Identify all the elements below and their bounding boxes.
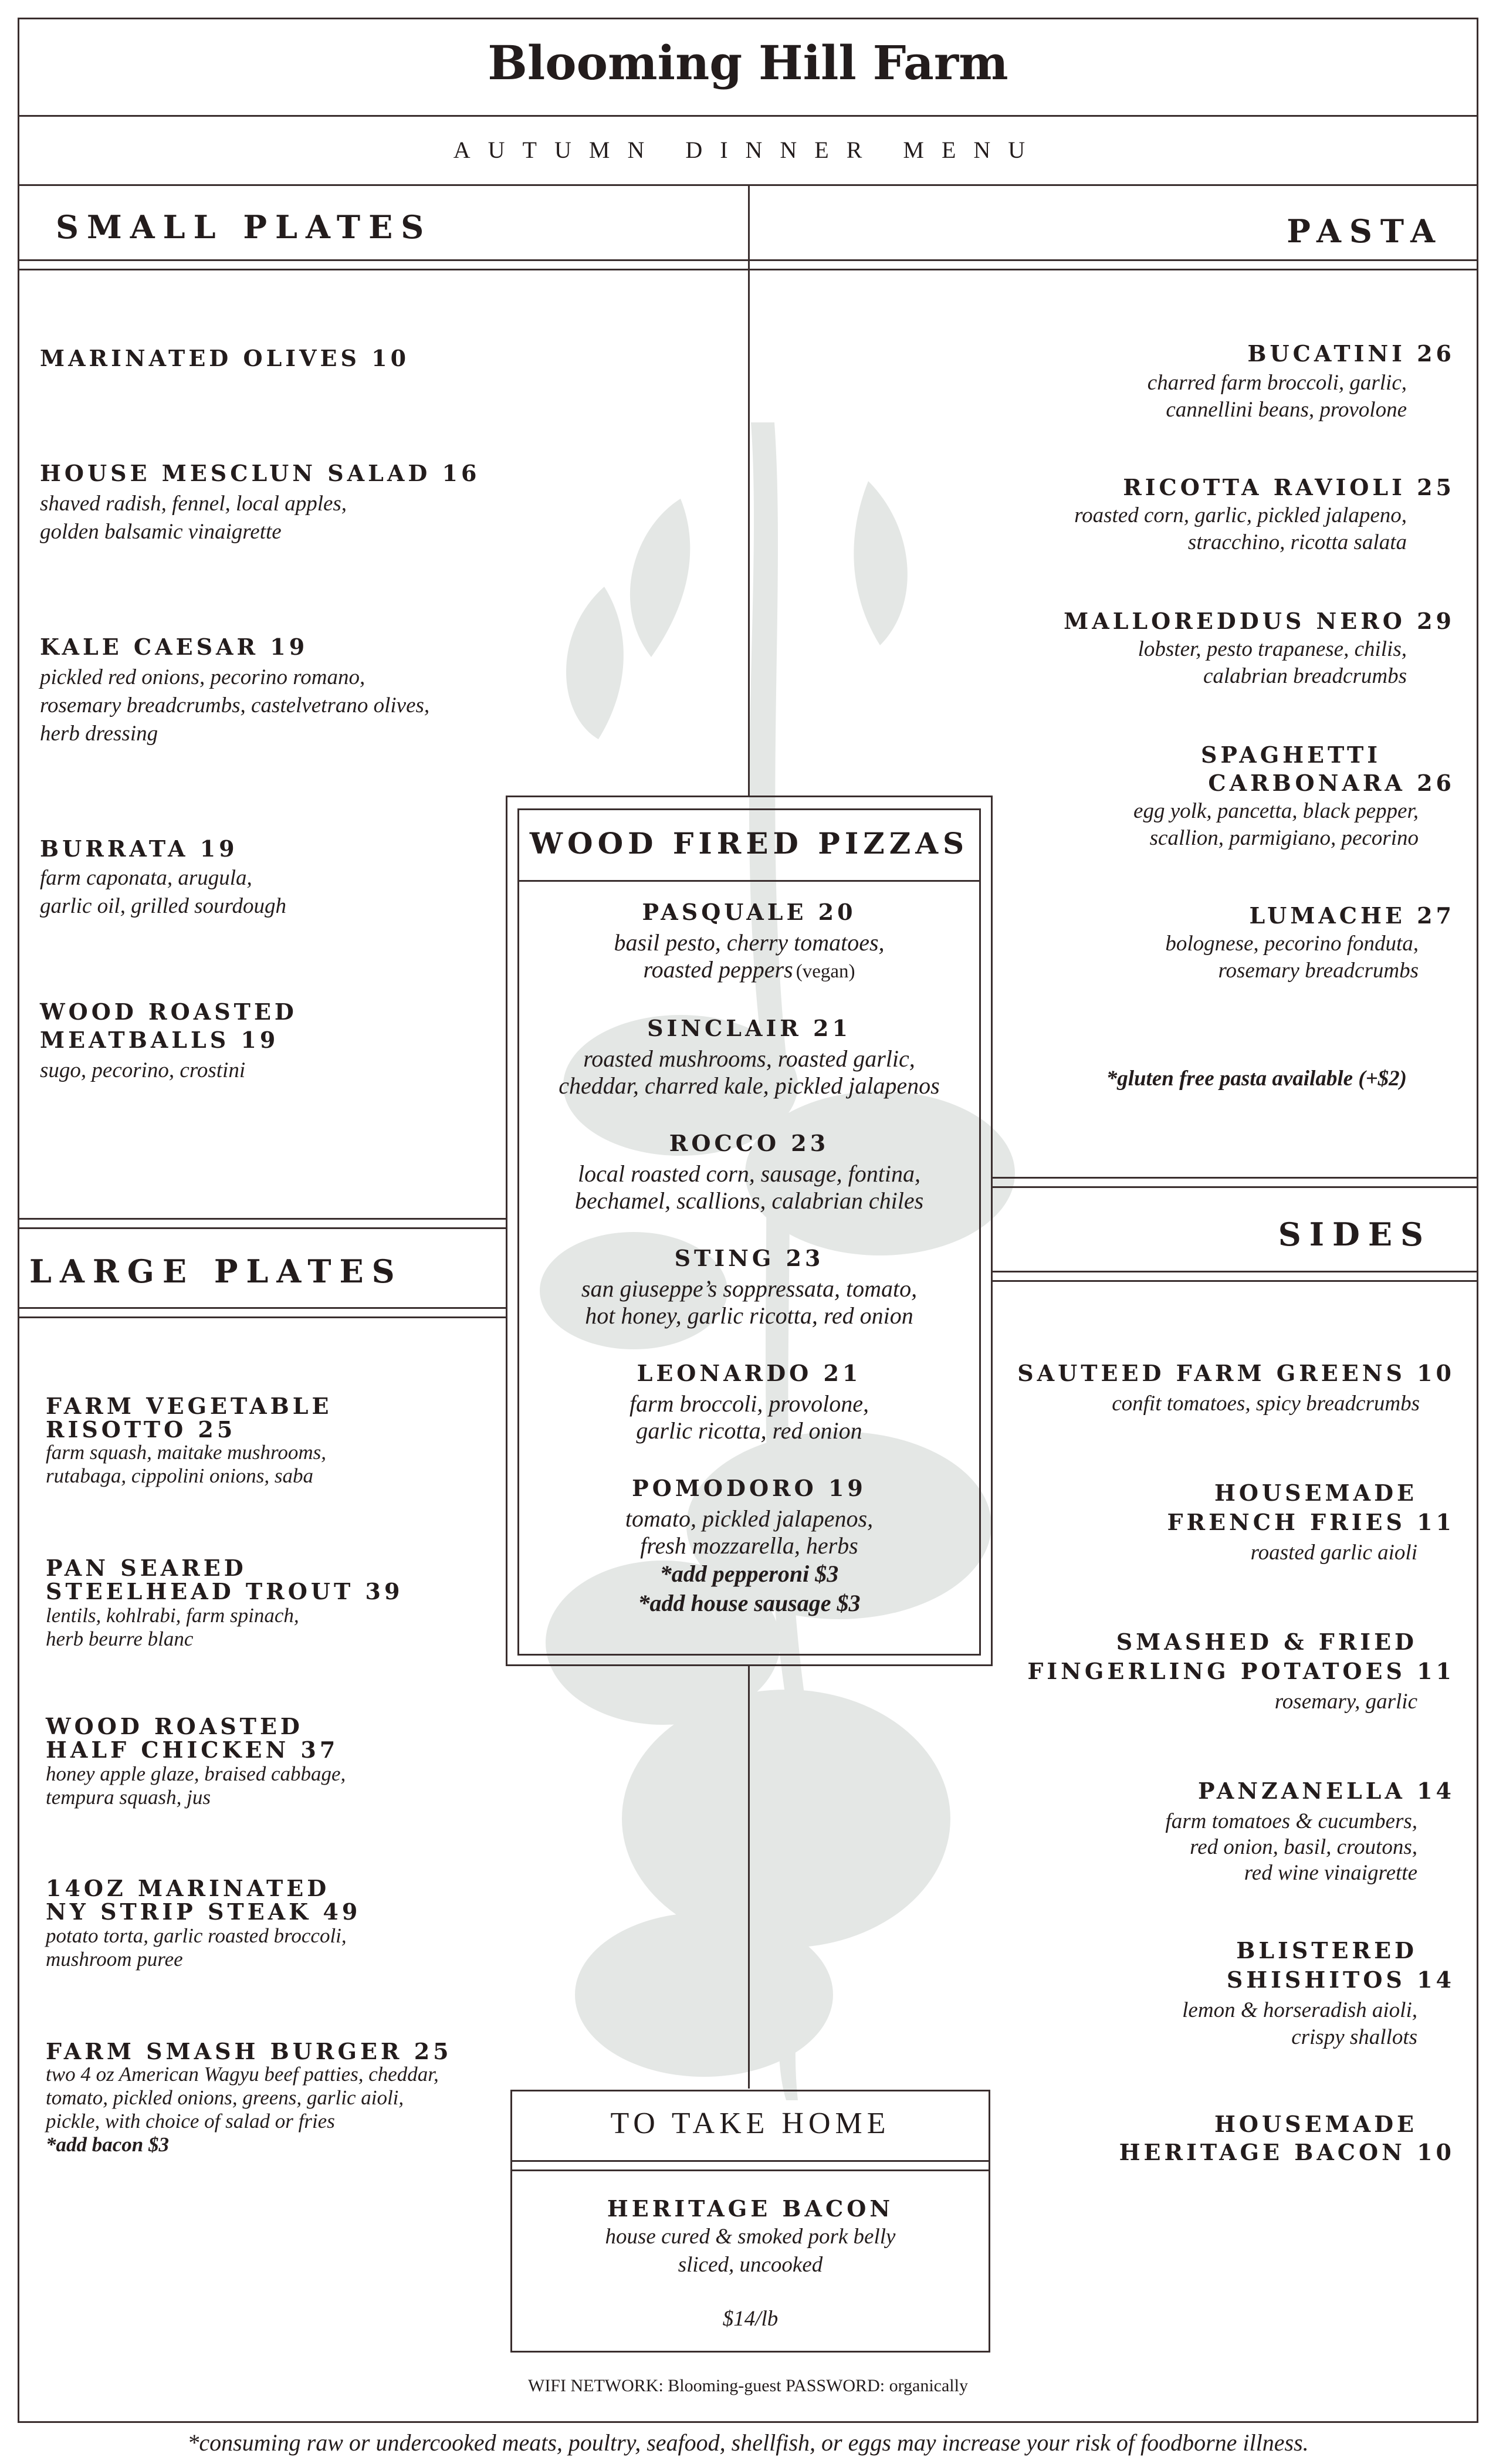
large-plates-rule-2 xyxy=(18,1316,506,1318)
menu-item-name: WOOD ROASTED xyxy=(46,1713,303,1739)
menu-item-desc: bolognese, pecorino fonduta, xyxy=(1165,932,1419,956)
menu-item-name: 14OZ MARINATED xyxy=(46,1875,330,1901)
menu-item-desc: farm squash, maitake mushrooms, xyxy=(46,1441,327,1464)
menu-item-name: HOUSEMADE xyxy=(1214,2111,1417,2137)
menu-item-desc: fresh mozzarella, herbs xyxy=(640,1532,858,1559)
large-plates-title: LARGE PLATES xyxy=(29,1253,403,1290)
menu-item-name: KALE CAESAR 19 xyxy=(40,634,309,660)
pasquale-desc-line2 xyxy=(517,956,981,985)
menu-item-desc: farm caponata, arugula, xyxy=(40,866,252,890)
take-home-desc: house cured & smoked pork belly xyxy=(605,2225,896,2249)
menu-item-desc: bechamel, scallions, calabrian chiles xyxy=(574,1187,924,1214)
menu-item-desc: lemon & horseradish aioli, xyxy=(1182,1998,1417,2022)
pizzas-title: WOOD FIRED PIZZAS xyxy=(529,826,969,861)
menu-item-name: SAUTEED FARM GREENS 10 xyxy=(1017,1360,1455,1386)
wifi-info: WIFI NETWORK: Blooming-guest PASSWORD: organically xyxy=(528,2376,968,2395)
menu-item-desc: pickle, with choice of salad or fries xyxy=(46,2110,335,2133)
menu-item-name: STING 23 xyxy=(674,1245,824,1271)
menu-item-desc: farm broccoli, provolone, xyxy=(629,1390,869,1417)
menu-item-desc: garlic ricotta, red onion xyxy=(636,1417,862,1444)
menu-item-name: PANZANELLA 14 xyxy=(1198,1778,1455,1804)
menu-item-name: ROCCO 23 xyxy=(669,1130,830,1156)
menu-item-desc: pickled red onions, pecorino romano, xyxy=(40,665,365,689)
menu-item-desc: lobster, pesto trapanese, chilis, xyxy=(1138,637,1407,661)
menu-item-desc: cheddar, charred kale, pickled jalapenos xyxy=(559,1072,940,1099)
menu-item-name: SMASHED & FRIED xyxy=(1116,1629,1417,1655)
large-plates-rule-top-2 xyxy=(18,1227,506,1229)
menu-item-name: SINCLAIR 21 xyxy=(647,1015,851,1041)
menu-item-name: STEELHEAD TROUT 39 xyxy=(46,1578,404,1605)
menu-item-desc: rosemary breadcrumbs, castelvetrano olives, xyxy=(40,693,430,717)
small-plates-title: SMALL PLATES xyxy=(56,208,432,246)
menu-item-name: LEONARDO 21 xyxy=(637,1360,862,1386)
menu-item-name: BUCATINI 26 xyxy=(1247,340,1455,367)
menu-item-desc: herb dressing xyxy=(40,722,158,746)
menu-item-desc: mushroom puree xyxy=(46,1948,183,1971)
menu-item-desc: shaved radish, fennel, local apples, xyxy=(40,492,347,516)
menu-item-name: FARM SMASH BURGER 25 xyxy=(46,2038,452,2064)
menu-item-desc: crispy shallots xyxy=(1291,2025,1417,2049)
pizzas-title-rule xyxy=(517,880,981,882)
menu-item-desc: confit tomatoes, spicy breadcrumbs xyxy=(1112,1392,1420,1416)
menu-item-desc: tomato, pickled onions, greens, garlic aioli, xyxy=(46,2086,404,2109)
menu-item-name: LUMACHE 27 xyxy=(1249,902,1455,929)
menu-item-desc: farm tomatoes & cucumbers, xyxy=(1165,1809,1417,1833)
large-plates-rule-1 xyxy=(18,1307,506,1309)
food-safety-note: *consuming raw or undercooked meats, poultry, seafood, shellfish, or eggs may increase your risk of foodborne illness. xyxy=(187,2429,1309,2456)
menu-item-desc: herb beurre blanc xyxy=(46,1627,194,1650)
menu-item-desc: roasted peppers xyxy=(643,956,793,983)
pasta-title: PASTA xyxy=(1287,212,1443,250)
menu-item-name: RICOTTA RAVIOLI 25 xyxy=(1123,474,1455,500)
burger-addon: *add bacon $3 xyxy=(46,2133,169,2156)
take-home-item-name: HERITAGE BACON xyxy=(607,2195,894,2222)
menu-item-name: FINGERLING POTATOES 11 xyxy=(1027,1658,1455,1684)
menu-item-desc: tomato, pickled jalapenos, xyxy=(625,1505,874,1532)
menu-item-desc: basil pesto, cherry tomatoes, xyxy=(614,929,885,956)
menu-item-desc: red wine vinaigrette xyxy=(1244,1861,1417,1885)
menu-item-name: RISOTTO 25 xyxy=(46,1416,236,1443)
sides-title: SIDES xyxy=(1278,1216,1431,1253)
sides-list xyxy=(997,0,1455,2229)
menu-item-desc: roasted garlic aioli xyxy=(1250,1541,1417,1565)
menu-item-desc: lentils, kohlrabi, farm spinach, xyxy=(46,1604,299,1627)
menu-item-desc: calabrian breadcrumbs xyxy=(1203,664,1407,688)
menu-item-name: FARM VEGETABLE xyxy=(46,1393,333,1419)
menu-item-name: MARINATED OLIVES 10 xyxy=(40,345,410,371)
menu-item-desc: potato torta, garlic roasted broccoli, xyxy=(46,1924,347,1947)
menu-item-name: HOUSEMADE xyxy=(1214,1480,1417,1506)
menu-item-name: SPAGHETTI xyxy=(1200,742,1381,768)
menu-item-desc: hot honey, garlic ricotta, red onion xyxy=(585,1302,913,1329)
large-plates-rule-top-1 xyxy=(18,1218,506,1220)
take-home-desc: sliced, uncooked xyxy=(678,2253,823,2277)
menu-item-name: BLISTERED xyxy=(1236,1937,1417,1964)
vegan-tag: (vegan) xyxy=(796,961,855,982)
take-home-rule-1 xyxy=(510,2160,990,2162)
menu-item-desc: garlic oil, grilled sourdough xyxy=(40,894,287,918)
menu-item-name: POMODORO 19 xyxy=(632,1475,867,1501)
menu-item-name: MALLOREDDUS NERO 29 xyxy=(1064,608,1455,634)
menu-item-desc: red onion, basil, croutons, xyxy=(1190,1835,1417,1859)
menu-item-desc: local roasted corn, sausage, fontina, xyxy=(577,1160,921,1187)
menu-subtitle: AUTUMN DINNER MENU xyxy=(453,137,1043,163)
menu-item-desc: egg yolk, pancetta, black pepper, xyxy=(1133,799,1419,823)
menu-item-desc: honey apple glaze, braised cabbage, xyxy=(46,1762,346,1785)
menu-item-desc: two 4 oz American Wagyu beef patties, cheddar, xyxy=(46,2063,439,2086)
pizza-addon: *add house sausage $3 xyxy=(638,1590,861,1616)
take-home-title: TO TAKE HOME xyxy=(610,2107,891,2140)
menu-item-desc: rosemary breadcrumbs xyxy=(1218,959,1419,983)
menu-item-name: WOOD ROASTED xyxy=(40,999,297,1025)
pizza-addon: *add pepperoni $3 xyxy=(659,1561,839,1587)
menu-item-desc: tempura squash, jus xyxy=(46,1786,211,1809)
menu-item-desc: rutabaga, cippolini onions, saba xyxy=(46,1464,313,1487)
column-divider-bottom xyxy=(748,1666,750,2089)
menu-item-name: HOUSE MESCLUN SALAD 16 xyxy=(40,460,480,486)
column-divider-top xyxy=(748,185,750,796)
menu-item-desc: roasted corn, garlic, pickled jalapeno, xyxy=(1074,503,1407,527)
menu-item-desc: stracchino, ricotta salata xyxy=(1187,530,1407,554)
restaurant-title: Blooming Hill Farm xyxy=(488,35,1008,90)
gluten-free-note: *gluten free pasta available (+$2) xyxy=(1106,1067,1407,1091)
menu-item-name: HERITAGE BACON 10 xyxy=(1119,2139,1455,2165)
menu-item-name: MEATBALLS 19 xyxy=(40,1027,279,1053)
take-home-rule-2 xyxy=(510,2169,990,2171)
menu-item-desc: san giuseppe’s soppressata, tomato, xyxy=(581,1275,918,1302)
take-home-price: $14/lb xyxy=(722,2307,779,2331)
menu-item-desc: golden balsamic vinaigrette xyxy=(40,520,282,544)
small-plates-rule-2 xyxy=(18,269,748,270)
menu-item-name: FRENCH FRIES 11 xyxy=(1167,1509,1455,1535)
menu-item-desc: rosemary, garlic xyxy=(1274,1690,1417,1714)
menu-item-name: PAN SEARED xyxy=(46,1555,247,1581)
menu-item-desc: scallion, parmigiano, pecorino xyxy=(1149,826,1419,850)
menu-item-desc: roasted mushrooms, roasted garlic, xyxy=(583,1045,915,1072)
menu-item-desc: charred farm broccoli, garlic, xyxy=(1147,371,1407,395)
menu-item-name: CARBONARA 26 xyxy=(1208,770,1455,796)
menu-item-desc: sugo, pecorino, crostini xyxy=(40,1058,246,1082)
menu-item-desc: cannellini beans, provolone xyxy=(1166,398,1407,422)
menu-item-name: HALF CHICKEN 37 xyxy=(46,1737,339,1763)
small-plates-rule-1 xyxy=(18,259,748,261)
menu-item-name: NY STRIP STEAK 49 xyxy=(46,1898,361,1925)
menu-item-name: SHISHITOS 14 xyxy=(1226,1967,1455,1993)
menu-item-name: PASQUALE 20 xyxy=(642,899,857,925)
menu-item-name: BURRATA 19 xyxy=(40,835,238,862)
